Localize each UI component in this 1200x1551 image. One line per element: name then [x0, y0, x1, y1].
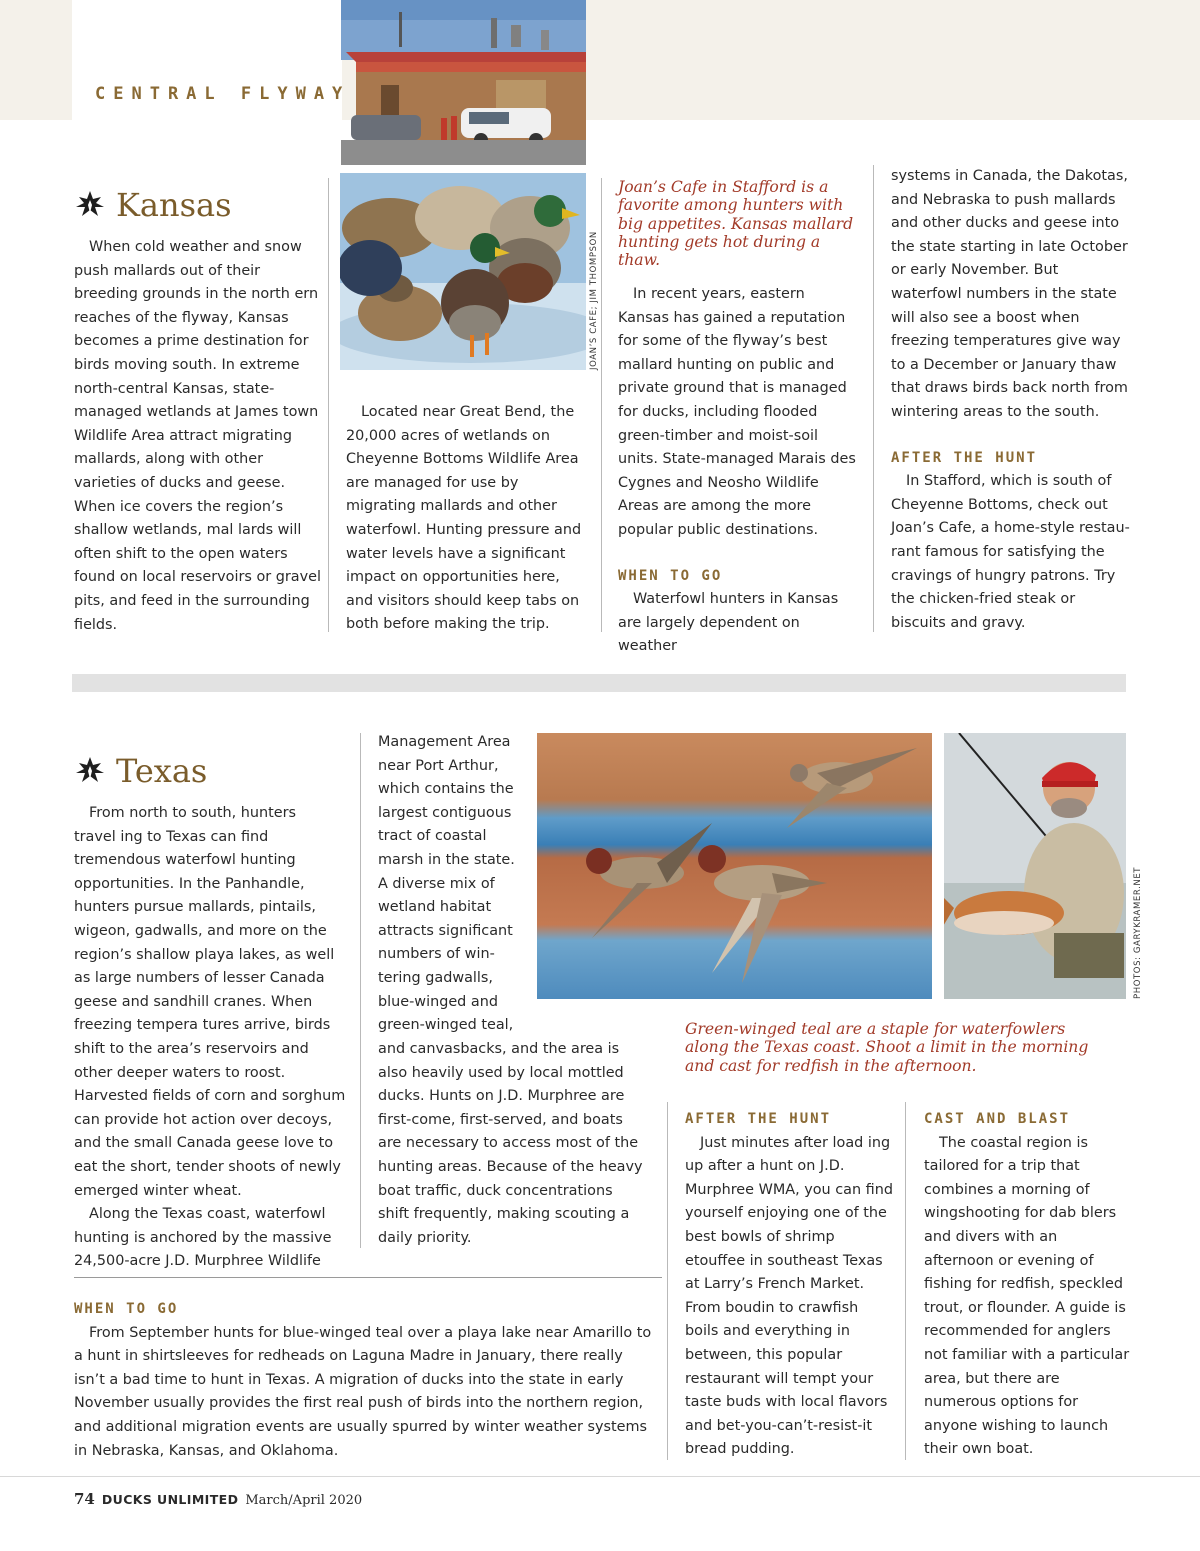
kansas-photo-caption: Joan’s Cafe in Stafford is a favorite among hunters with big appetites. Kansas mallard hunting gets hot during a thaw.	[618, 178, 854, 270]
texas-after-paragraph: Just minutes after load ing up after a hunt on J.D. Murphree WMA, you can find yourself enjoying one of the best bowls of shrimp etouffee in southeast Texas at Larry’s French Market. From boudin to crawfish boils and everything in between, this popular restaurant will tempt your taste buds with local flavors and bet-you-can’t-resist-it bread pudding.	[685, 1134, 893, 1458]
texas-title: Texas	[116, 752, 208, 790]
texas-when-column	[74, 1276, 654, 1463]
texas-murphree-continued: and canvasbacks, and the area is also heavily used by local mottled ducks. Hunts on J.D. Murphree are first-come, first-served, and boats are necessary to access most of the hunting areas. Because of the heavy boat traffic, duck concentrations shift frequently, making scouting a daily priority.	[378, 1041, 643, 1246]
texas-when-heading: WHEN TO GO	[74, 1301, 179, 1317]
flyway-emblem-icon	[74, 189, 106, 221]
kansas-when-continued: systems in Canada, the Dakotas, and Nebraska to push mallards and other ducks and geese into the state starting in late October or early November. But waterfowl numbers in the state will also see a boost when freezing temperatures give way to a December or January thaw that draws birds back north from wintering areas to the south.	[891, 168, 1128, 420]
kansas-title: Kansas	[116, 186, 232, 224]
texas-column-2	[378, 731, 523, 1038]
kansas-eastern-paragraph: In recent years, eastern Kansas has gained a reputation for some of the flyway’s best mallard hunting on public and private ground that is managed for ducks, including flooded green-timber and moist-soil units. State-managed Marais des Cygnes and Neosho Wildlife Areas are among the more popular public destinations.	[618, 286, 856, 538]
kansas-photo-credit: JOAN’S CAFE; JIM THOMPSON	[589, 231, 599, 370]
kansas-column-3	[618, 283, 858, 659]
texas-cast-paragraph: The coastal region is tailored for a trip that combines a morning of wingshooting for dab blers and divers with an afternoon or evening of fishing for redfish, speckled trout, or flounder. A guide is recommended for anglers not familiar with a particular area, but there are numerous options for anyone wishing to launch their own boat.	[924, 1134, 1130, 1458]
mallard-photo	[340, 173, 586, 370]
section-divider-bar	[72, 674, 1126, 692]
kansas-column-1	[74, 236, 322, 637]
kansas-column-4	[891, 165, 1131, 635]
kansas-divider-1	[328, 178, 329, 632]
section-kicker: CENTRAL FLYWAY	[95, 84, 351, 104]
texas-after-heading: AFTER THE HUNT	[685, 1111, 832, 1127]
texas-column-1	[74, 802, 346, 1274]
texas-divider-3	[905, 1102, 906, 1460]
texas-intro-paragraph: From north to south, hunters travel ing to Texas can find tremendous waterfowl hunting opportunities. In the Panhandle, hunters pursue mallards, pintails, wigeon, gadwalls, and more on the region’s shallow playa lakes, as well as large numbers of lesser Canada geese and sandhill cranes. When freezing tempera tures arrive, birds shift to the area’s reservoirs and other deeper waters to roost. Harvested fields of corn and sorghum can provide hot action over decoys, and the small Canada geese love to eat the short, tender shoots of newly emerged winter wheat.	[74, 805, 346, 1199]
texas-divider-2	[667, 1102, 668, 1460]
texas-after-column	[685, 1086, 895, 1462]
issue-date: March/April 2020	[245, 1493, 363, 1508]
kansas-cheyenne-paragraph: Located near Great Bend, the 20,000 acres of wetlands on Cheyenne Bottoms Wildlife Area are managed for use by migrating mallards and other waterfowl. Hunting pressure and water levels have a significant impact on opportunities here, and visitors should keep tabs on both before making the trip.	[346, 404, 582, 633]
kansas-heading	[74, 186, 232, 224]
texas-murphree-paragraph: Management Area near Port Arthur, which contains the largest contiguous tract of coastal marsh in the state. A diverse mix of wetland habitat attracts significant numbers of win tering gadwalls, blue-winged and green-winged teal,	[378, 734, 515, 1034]
page-footer	[74, 1490, 362, 1508]
texas-photo-caption: Green-winged teal are a staple for waterfowlers along the Texas coast. Shoot a limit in the morning and cast for redfish in the afternoon.	[685, 1020, 1089, 1075]
teal-photo	[537, 733, 932, 999]
kansas-divider-3	[873, 165, 874, 632]
kansas-divider-2	[601, 178, 602, 632]
texas-coast-paragraph: Along the Texas coast, waterfowl hunting is anchored by the massive 24,500-acre J.D. Murphree Wildlife	[74, 1206, 332, 1270]
kansas-column-2	[346, 401, 586, 637]
texas-heading	[74, 752, 207, 790]
texas-when-paragraph: From September hunts for blue-winged teal over a playa lake near Amarillo to a hunt in shirtsleeves for redheads on Laguna Madre in January, there really isn’t a bad time to hunt in Texas. A migration of ducks into the state in early November usually provides the first real push of birds into the northern region, and additional migration events are usually spurred by winter weather systems in Nebraska, Kansas, and Oklahoma.	[74, 1324, 652, 1459]
texas-photo-credit: PHOTOS: GARYKRAMER.NET	[1133, 866, 1143, 999]
kansas-when-heading: WHEN TO GO	[618, 567, 723, 584]
cafe-photo	[341, 0, 586, 165]
texas-divider-1	[360, 733, 361, 1248]
kansas-after-heading: AFTER THE HUNT	[891, 449, 1038, 466]
texas-cast-heading: CAST AND BLAST	[924, 1111, 1071, 1127]
kansas-when-paragraph: Waterfowl hunters in Kansas are largely dependent on weather	[618, 591, 839, 655]
flyway-emblem-icon	[74, 755, 106, 787]
kansas-intro-paragraph: When cold weather and snow push mallards out of their breeding grounds in the north ern reaches of the flyway, Kansas becomes a prime destination for birds moving south. In extreme north-central Kansas, state-managed wetlands at James town Wildlife Area attract migrating mallards, along with other varieties of ducks and geese. When ice covers the region’s shallow wetlands, mal lards will often shift to the open waters found on local reservoirs or gravel pits, and feed in the surrounding fields.	[74, 239, 321, 633]
texas-column-2-wide	[378, 1038, 646, 1250]
angler-photo	[944, 733, 1126, 999]
footer-rule	[0, 1476, 1200, 1477]
header-band-right	[586, 0, 1200, 120]
texas-cast-column	[924, 1086, 1130, 1462]
kansas-after-paragraph: In Stafford, which is south of Cheyenne Bottoms, check out Joan’s Cafe, a home-style restau rant famous for satisfying the cravings of hungry patrons. Try the chicken-fried steak or biscuits and gravy.	[891, 473, 1130, 631]
page-number: 74	[74, 1490, 95, 1508]
magazine-name: DUCKS UNLIMITED	[101, 1492, 239, 1507]
